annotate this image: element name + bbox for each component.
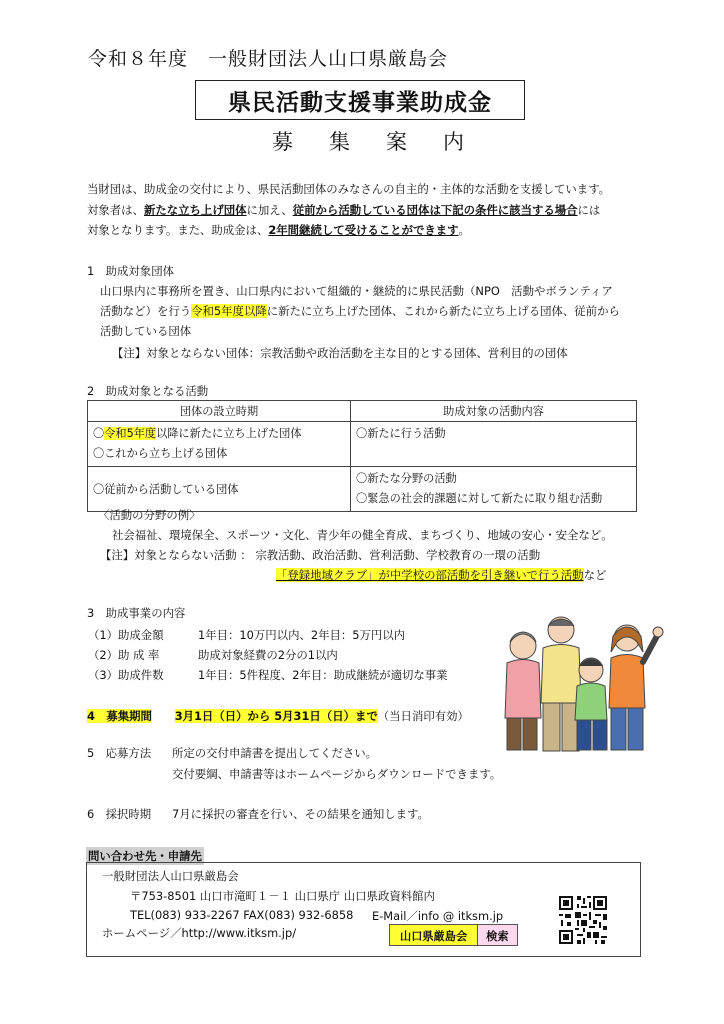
search-box[interactable]: [389, 924, 518, 946]
intro-emphasis: 2年間継続して受けることができます: [268, 223, 459, 237]
intro-line-1: 当財団は、助成金の交付により、県民活動団体のみなさんの自主的・主体的な活動を支援しています。: [87, 182, 611, 196]
subtitle: [0, 126, 724, 156]
application-period: 3月1日（日）から 5月31日（日）まで: [174, 709, 378, 723]
contact-label: 問い合わせ先・申請先: [88, 849, 202, 863]
table-cell: [351, 467, 637, 512]
section5-heading: 5 応募方法: [87, 746, 152, 760]
section3-item-value: 1年目：10万円以内、2年目：5万円以内: [198, 628, 406, 642]
activity-table: [87, 400, 637, 512]
section2-note-2: [276, 567, 606, 583]
table-cell: [88, 422, 351, 467]
section3-item-value: 1年目：5件程度、2年目：助成継続が適切な事業: [198, 668, 448, 682]
intro-text: 対象者は、: [87, 203, 144, 217]
section5-line-2: 交付要綱、申請書等はホームページからダウンロードできます。: [172, 767, 502, 781]
section4-heading: 4 募集期間: [87, 709, 152, 723]
section1-text: 活動など）を行う: [100, 304, 192, 318]
subtitle-text: 募集案内: [272, 130, 500, 154]
person-illustration: [575, 658, 607, 750]
people-illustration: [495, 608, 665, 756]
org-header: 令和８年度 一般財団法人山口県厳島会: [88, 48, 449, 70]
section3-item-value: 助成対象経費の2分の1以内: [198, 648, 338, 662]
contact-email[interactable]: E-Mail／info @ itksm.jp: [372, 909, 504, 923]
section4-line: [87, 708, 469, 724]
section3-item-label: （3）助成件数: [88, 668, 164, 682]
intro-text: には: [577, 203, 601, 217]
table-highlight: 令和5年度: [104, 427, 157, 440]
section3-item-label: （2）助 成 率: [88, 648, 160, 662]
intro-text: 対象となります。また、助成金は、: [87, 223, 269, 237]
section6-heading: 6 採択時期: [87, 807, 152, 821]
table-cell-text: 以降に新たに立ち上げた団体: [156, 427, 302, 440]
search-button[interactable]: 検索: [478, 925, 516, 945]
examples-text: 社会福祉、環境保全、スポーツ・文化、青少年の健全育成、まちづくり、地域の安心・安全など。: [112, 528, 613, 542]
title-box: [195, 80, 525, 120]
section1-line-3: 活動している団体: [100, 324, 192, 338]
section5-line-1: 所定の交付申請書を提出してください。: [172, 746, 378, 760]
section2-note: 【注】対象とならない活動 ： 宗教活動、政治活動、営利活動、学校教育の一環の活動: [100, 548, 541, 562]
section1-highlight: 令和5年度以降: [191, 304, 267, 318]
person-illustration: [541, 617, 581, 751]
intro-line-2: [87, 202, 600, 218]
section6-text: 7月に採択の審査を行い、その結果を通知します。: [172, 807, 429, 821]
table-cell-line: 〇緊急の社会的課題に対して新たに取り組む活動: [356, 492, 603, 505]
section2-heading: 2 助成対象となる活動: [87, 384, 209, 398]
section3-item-label: （1）助成金額: [88, 628, 164, 642]
contact-homepage[interactable]: ホームページ／http://www.itksm.jp/: [102, 926, 297, 940]
examples-label: 〈活動の分野の例〉: [98, 508, 201, 522]
qr-code-icon[interactable]: [557, 894, 609, 946]
table-header: 団体の設立時期: [88, 401, 351, 422]
intro-text: に加え、: [246, 203, 293, 217]
intro-text: 。: [458, 223, 470, 237]
section3-heading: 3 助成事業の内容: [87, 606, 186, 620]
table-cell-line: 〇新たな分野の活動: [356, 472, 457, 485]
section1-heading: 1 助成対象団体: [87, 264, 174, 278]
table-cell: 〇新たに行う活動: [351, 422, 637, 467]
section1-text: に新たに立ち上げた団体、これから新たに立ち上げる団体、従前から: [266, 304, 620, 318]
page-title: 県民活動支援事業助成金: [228, 89, 492, 116]
postmark-note: （当日消印有効）: [377, 709, 469, 723]
section2-highlight: 「登録地域クラブ」が中学校の部活動を引き継いで行う活動: [276, 568, 584, 582]
contact-tel-fax: TEL(083) 933-2267 FAX(083) 932-6858: [130, 908, 354, 922]
table-cell-line: 〇これから立ち上げる団体: [93, 447, 228, 460]
table-cell-line: [93, 424, 345, 444]
table-header: 助成対象の活動内容: [351, 401, 637, 422]
section1-note: 【注】対象とならない団体：宗教活動や政治活動を主な目的とする団体、営利目的の団体: [112, 346, 568, 360]
intro-line-3: [87, 222, 470, 238]
section2-note-suffix: など: [583, 568, 607, 582]
intro-emphasis: 新たな立ち上げ団体: [143, 203, 247, 217]
circle-mark: 〇: [93, 427, 105, 440]
contact-address: 〒753-8501 山口市滝町１－１ 山口県庁 山口県政資料館内: [130, 889, 435, 903]
person-illustration: [505, 632, 541, 750]
table-cell: 〇従前から活動している団体: [88, 467, 351, 512]
contact-org: 一般財団法人山口県厳島会: [102, 869, 239, 883]
intro-emphasis: 従前から活動している団体は下記の条件に該当する場合: [292, 203, 578, 217]
section1-line-2: [100, 303, 620, 319]
search-term[interactable]: 山口県厳島会: [390, 925, 478, 945]
section1-line-1: 山口県内に事務所を置き、山口県内において組織的・継続的に県民活動（NPO 活動やボランティア: [100, 284, 613, 298]
person-illustration: [609, 625, 663, 750]
